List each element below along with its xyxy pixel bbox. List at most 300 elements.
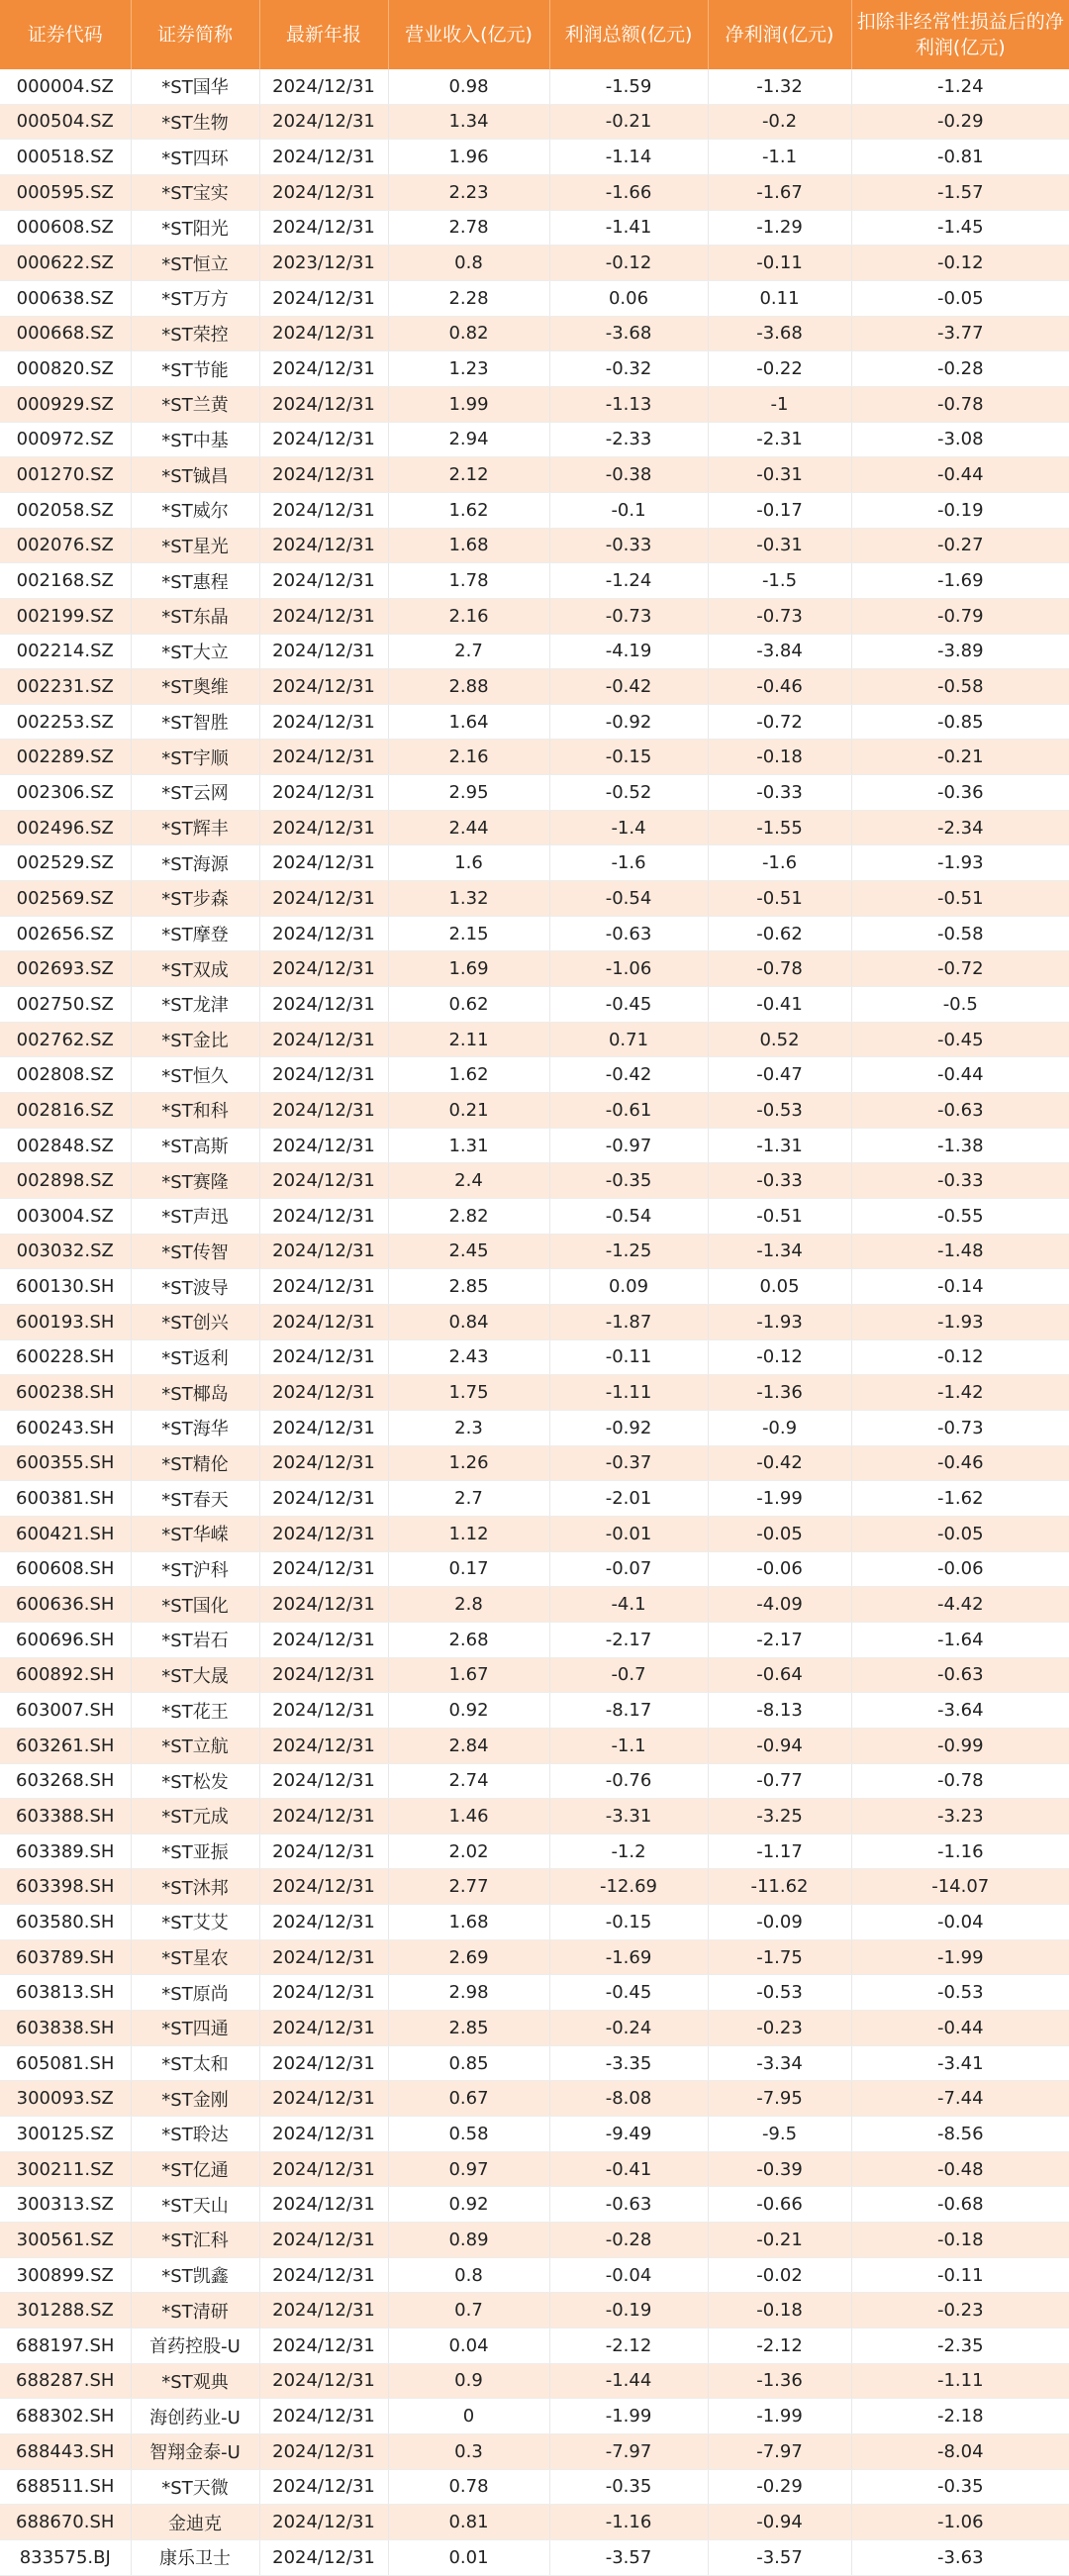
table-row: [0, 2328, 1069, 2364]
cell-deducted-net-profit: -0.04: [851, 1905, 1069, 1940]
cell-report-date: 2024/12/31: [259, 2257, 388, 2293]
cell-deducted-net-profit: -3.41: [851, 2045, 1069, 2081]
cell-name: *ST太和: [131, 2045, 259, 2081]
table-row: [0, 563, 1069, 599]
cell-revenue: 2.68: [388, 1622, 549, 1657]
cell-deducted-net-profit: -1.24: [851, 69, 1069, 104]
cell-total-profit: -2.33: [549, 422, 708, 457]
cell-revenue: 2.02: [388, 1833, 549, 1869]
cell-code: 000668.SZ: [0, 316, 131, 351]
cell-deducted-net-profit: -0.05: [851, 280, 1069, 316]
cell-report-date: 2024/12/31: [259, 457, 388, 493]
cell-code: 603388.SH: [0, 1799, 131, 1834]
cell-deducted-net-profit: -1.57: [851, 174, 1069, 210]
cell-total-profit: -1.24: [549, 563, 708, 599]
cell-net-profit: -1.5: [708, 563, 851, 599]
cell-revenue: 1.31: [388, 1128, 549, 1163]
cell-total-profit: 0.06: [549, 280, 708, 316]
cell-report-date: 2024/12/31: [259, 174, 388, 210]
cell-deducted-net-profit: -0.68: [851, 2187, 1069, 2223]
cell-revenue: 1.6: [388, 845, 549, 881]
cell-deducted-net-profit: -0.46: [851, 1445, 1069, 1481]
cell-net-profit: -0.66: [708, 2187, 851, 2223]
cell-revenue: 0.8: [388, 246, 549, 281]
cell-revenue: 2.44: [388, 810, 549, 845]
cell-name: 海创药业-U: [131, 2399, 259, 2434]
cell-report-date: 2024/12/31: [259, 2539, 388, 2575]
cell-name: *ST观典: [131, 2363, 259, 2399]
cell-report-date: 2024/12/31: [259, 1869, 388, 1905]
cell-total-profit: -0.33: [549, 528, 708, 563]
cell-report-date: 2024/12/31: [259, 492, 388, 528]
cell-report-date: 2023/12/31: [259, 246, 388, 281]
cell-code: 002496.SZ: [0, 810, 131, 845]
cell-total-profit: -4.1: [549, 1587, 708, 1623]
cell-total-profit: -12.69: [549, 1869, 708, 1905]
cell-deducted-net-profit: -3.64: [851, 1693, 1069, 1729]
cell-revenue: 2.95: [388, 775, 549, 811]
cell-code: 688197.SH: [0, 2328, 131, 2364]
table-row: [0, 1693, 1069, 1729]
cell-total-profit: -4.19: [549, 634, 708, 669]
cell-total-profit: -2.17: [549, 1622, 708, 1657]
cell-net-profit: -1.36: [708, 2363, 851, 2399]
cell-revenue: 1.96: [388, 140, 549, 175]
cell-revenue: 2.16: [388, 740, 549, 775]
cell-revenue: 2.16: [388, 598, 549, 634]
cell-report-date: 2024/12/31: [259, 1763, 388, 1799]
cell-name: *ST和科: [131, 1093, 259, 1129]
cell-revenue: 2.85: [388, 1269, 549, 1305]
cell-deducted-net-profit: -0.33: [851, 1163, 1069, 1199]
cell-revenue: 0.04: [388, 2328, 549, 2364]
cell-name: *ST恒立: [131, 246, 259, 281]
cell-name: *ST双成: [131, 951, 259, 987]
cell-total-profit: -0.54: [549, 1199, 708, 1235]
table-row: [0, 528, 1069, 563]
cell-report-date: 2024/12/31: [259, 2151, 388, 2187]
cell-name: *ST椰岛: [131, 1375, 259, 1411]
cell-deducted-net-profit: -0.14: [851, 1269, 1069, 1305]
cell-name: *ST凯鑫: [131, 2257, 259, 2293]
cell-total-profit: -0.92: [549, 704, 708, 740]
cell-revenue: 2.23: [388, 174, 549, 210]
cell-code: 002199.SZ: [0, 598, 131, 634]
cell-name: *ST波导: [131, 1269, 259, 1305]
cell-deducted-net-profit: -0.05: [851, 1516, 1069, 1551]
cell-name: *ST龙津: [131, 987, 259, 1023]
cell-net-profit: -0.64: [708, 1657, 851, 1693]
cell-report-date: 2024/12/31: [259, 1022, 388, 1057]
cell-net-profit: 0.11: [708, 280, 851, 316]
table-row: [0, 634, 1069, 669]
table-row: [0, 704, 1069, 740]
cell-total-profit: -0.12: [549, 246, 708, 281]
table-row: [0, 916, 1069, 951]
cell-deducted-net-profit: -0.81: [851, 140, 1069, 175]
table-row: [0, 1093, 1069, 1129]
cell-code: 001270.SZ: [0, 457, 131, 493]
cell-name: *ST四通: [131, 2011, 259, 2046]
cell-deducted-net-profit: -1.11: [851, 2363, 1069, 2399]
cell-name: 智翔金泰-U: [131, 2433, 259, 2469]
cell-code: 600696.SH: [0, 1622, 131, 1657]
cell-revenue: 1.67: [388, 1657, 549, 1693]
cell-report-date: 2024/12/31: [259, 422, 388, 457]
cell-revenue: 1.12: [388, 1516, 549, 1551]
cell-revenue: 2.88: [388, 669, 549, 705]
cell-net-profit: -0.9: [708, 1410, 851, 1445]
table-row: [0, 1128, 1069, 1163]
table-row: [0, 1728, 1069, 1763]
table-row: [0, 1199, 1069, 1235]
cell-revenue: 2.15: [388, 916, 549, 951]
cell-net-profit: -0.33: [708, 1163, 851, 1199]
cell-code: 600355.SH: [0, 1445, 131, 1481]
cell-deducted-net-profit: -1.64: [851, 1622, 1069, 1657]
cell-deducted-net-profit: -1.62: [851, 1481, 1069, 1517]
cell-code: 603838.SH: [0, 2011, 131, 2046]
table-row: [0, 246, 1069, 281]
cell-deducted-net-profit: -0.79: [851, 598, 1069, 634]
cell-total-profit: -0.11: [549, 1339, 708, 1375]
cell-report-date: 2024/12/31: [259, 669, 388, 705]
cell-name: *ST精伦: [131, 1445, 259, 1481]
cell-revenue: 0.62: [388, 987, 549, 1023]
cell-report-date: 2024/12/31: [259, 951, 388, 987]
cell-deducted-net-profit: -0.06: [851, 1551, 1069, 1587]
cell-deducted-net-profit: -0.78: [851, 1763, 1069, 1799]
cell-report-date: 2024/12/31: [259, 1339, 388, 1375]
cell-deducted-net-profit: -0.58: [851, 669, 1069, 705]
cell-code: 000608.SZ: [0, 210, 131, 246]
cell-net-profit: -11.62: [708, 1869, 851, 1905]
cell-code: 301288.SZ: [0, 2293, 131, 2328]
cell-revenue: 0.17: [388, 1551, 549, 1587]
cell-net-profit: -1.67: [708, 174, 851, 210]
cell-code: 688302.SH: [0, 2399, 131, 2434]
cell-revenue: 2.69: [388, 1939, 549, 1975]
cell-net-profit: -1.99: [708, 2399, 851, 2434]
cell-net-profit: -1.32: [708, 69, 851, 104]
cell-name: *ST辉丰: [131, 810, 259, 845]
cell-net-profit: -7.95: [708, 2081, 851, 2117]
cell-net-profit: -1.75: [708, 1939, 851, 1975]
table-row: [0, 598, 1069, 634]
cell-report-date: 2024/12/31: [259, 775, 388, 811]
cell-report-date: 2024/12/31: [259, 2505, 388, 2540]
cell-name: 康乐卫士: [131, 2539, 259, 2575]
cell-net-profit: -0.09: [708, 1905, 851, 1940]
cell-revenue: 0.8: [388, 2257, 549, 2293]
cell-report-date: 2024/12/31: [259, 210, 388, 246]
cell-code: 002253.SZ: [0, 704, 131, 740]
cell-deducted-net-profit: -0.18: [851, 2223, 1069, 2258]
cell-deducted-net-profit: -1.99: [851, 1939, 1069, 1975]
table-row: [0, 69, 1069, 104]
cell-report-date: 2024/12/31: [259, 2433, 388, 2469]
cell-report-date: 2024/12/31: [259, 881, 388, 917]
cell-total-profit: -0.07: [549, 1551, 708, 1587]
cell-deducted-net-profit: -0.53: [851, 1975, 1069, 2011]
cell-report-date: 2024/12/31: [259, 1905, 388, 1940]
table-row: [0, 2505, 1069, 2540]
cell-code: 002816.SZ: [0, 1093, 131, 1129]
cell-deducted-net-profit: -1.93: [851, 845, 1069, 881]
cell-total-profit: -0.28: [549, 2223, 708, 2258]
cell-revenue: 1.62: [388, 1057, 549, 1093]
cell-total-profit: -0.1: [549, 492, 708, 528]
cell-name: *ST亿通: [131, 2151, 259, 2187]
cell-net-profit: -0.33: [708, 775, 851, 811]
cell-total-profit: -0.24: [549, 2011, 708, 2046]
cell-code: 000518.SZ: [0, 140, 131, 175]
cell-code: 000622.SZ: [0, 246, 131, 281]
cell-deducted-net-profit: -3.23: [851, 1799, 1069, 1834]
cell-net-profit: -0.77: [708, 1763, 851, 1799]
cell-total-profit: -0.19: [549, 2293, 708, 2328]
cell-net-profit: -2.31: [708, 422, 851, 457]
cell-net-profit: -0.31: [708, 457, 851, 493]
cell-name: *ST元成: [131, 1799, 259, 1834]
cell-name: *ST星光: [131, 528, 259, 563]
cell-total-profit: -0.45: [549, 1975, 708, 2011]
table-row: [0, 1269, 1069, 1305]
cell-deducted-net-profit: -0.27: [851, 528, 1069, 563]
cell-total-profit: -0.35: [549, 2469, 708, 2505]
cell-revenue: 2.98: [388, 1975, 549, 2011]
cell-name: *ST中基: [131, 422, 259, 457]
cell-code: 600421.SH: [0, 1516, 131, 1551]
table-row: [0, 492, 1069, 528]
cell-report-date: 2024/12/31: [259, 1163, 388, 1199]
cell-code: 002808.SZ: [0, 1057, 131, 1093]
cell-net-profit: -0.18: [708, 2293, 851, 2328]
cell-code: 000929.SZ: [0, 386, 131, 422]
cell-deducted-net-profit: -0.78: [851, 386, 1069, 422]
cell-report-date: 2024/12/31: [259, 598, 388, 634]
cell-report-date: 2024/12/31: [259, 351, 388, 387]
cell-code: 003032.SZ: [0, 1234, 131, 1269]
cell-net-profit: -0.51: [708, 881, 851, 917]
cell-report-date: 2024/12/31: [259, 1234, 388, 1269]
cell-revenue: 0.98: [388, 69, 549, 104]
table-row: [0, 1905, 1069, 1940]
cell-net-profit: -0.02: [708, 2257, 851, 2293]
cell-code: 833575.BJ: [0, 2539, 131, 2575]
cell-code: 000595.SZ: [0, 174, 131, 210]
cell-revenue: 2.78: [388, 210, 549, 246]
table-row: [0, 1622, 1069, 1657]
table-row: [0, 2469, 1069, 2505]
table-row: [0, 1551, 1069, 1587]
cell-deducted-net-profit: -0.44: [851, 457, 1069, 493]
cell-report-date: 2024/12/31: [259, 810, 388, 845]
cell-net-profit: -1.34: [708, 1234, 851, 1269]
cell-total-profit: -3.35: [549, 2045, 708, 2081]
cell-deducted-net-profit: -2.18: [851, 2399, 1069, 2434]
cell-code: 688287.SH: [0, 2363, 131, 2399]
cell-code: 002076.SZ: [0, 528, 131, 563]
cell-deducted-net-profit: -0.63: [851, 1093, 1069, 1129]
cell-report-date: 2024/12/31: [259, 1269, 388, 1305]
cell-report-date: 2024/12/31: [259, 1304, 388, 1339]
cell-code: 000004.SZ: [0, 69, 131, 104]
cell-total-profit: -0.73: [549, 598, 708, 634]
cell-code: 002848.SZ: [0, 1128, 131, 1163]
cell-deducted-net-profit: -0.12: [851, 246, 1069, 281]
cell-name: *ST金比: [131, 1022, 259, 1057]
cell-code: 002693.SZ: [0, 951, 131, 987]
cell-report-date: 2024/12/31: [259, 1657, 388, 1693]
cell-deducted-net-profit: -14.07: [851, 1869, 1069, 1905]
cell-deducted-net-profit: -3.89: [851, 634, 1069, 669]
cell-name: *ST奥维: [131, 669, 259, 705]
cell-revenue: 2.28: [388, 280, 549, 316]
cell-report-date: 2024/12/31: [259, 987, 388, 1023]
cell-deducted-net-profit: -0.11: [851, 2257, 1069, 2293]
cell-total-profit: -0.42: [549, 669, 708, 705]
header-name: 证券简称: [131, 0, 259, 69]
cell-deducted-net-profit: -0.19: [851, 492, 1069, 528]
cell-code: 300125.SZ: [0, 2117, 131, 2152]
cell-net-profit: -1.17: [708, 1833, 851, 1869]
cell-code: 688511.SH: [0, 2469, 131, 2505]
table-row: [0, 1799, 1069, 1834]
cell-total-profit: -0.92: [549, 1410, 708, 1445]
cell-deducted-net-profit: -0.28: [851, 351, 1069, 387]
cell-name: *ST宝实: [131, 174, 259, 210]
cell-report-date: 2024/12/31: [259, 2011, 388, 2046]
table-row: [0, 987, 1069, 1023]
cell-net-profit: -0.72: [708, 704, 851, 740]
cell-revenue: 1.26: [388, 1445, 549, 1481]
cell-revenue: 0: [388, 2399, 549, 2434]
cell-deducted-net-profit: -4.42: [851, 1587, 1069, 1623]
cell-report-date: 2024/12/31: [259, 2117, 388, 2152]
cell-total-profit: -0.76: [549, 1763, 708, 1799]
cell-report-date: 2024/12/31: [259, 916, 388, 951]
cell-deducted-net-profit: -0.73: [851, 1410, 1069, 1445]
cell-deducted-net-profit: -0.36: [851, 775, 1069, 811]
cell-deducted-net-profit: -1.48: [851, 1234, 1069, 1269]
cell-revenue: 2.8: [388, 1587, 549, 1623]
cell-net-profit: -0.46: [708, 669, 851, 705]
cell-deducted-net-profit: -3.63: [851, 2539, 1069, 2575]
table-header: [0, 0, 1069, 69]
cell-total-profit: -0.32: [549, 351, 708, 387]
cell-name: *ST惠程: [131, 563, 259, 599]
cell-report-date: 2024/12/31: [259, 1622, 388, 1657]
cell-deducted-net-profit: -0.21: [851, 740, 1069, 775]
cell-deducted-net-profit: -0.51: [851, 881, 1069, 917]
cell-report-date: 2024/12/31: [259, 634, 388, 669]
cell-revenue: 1.68: [388, 528, 549, 563]
header-net-profit: 净利润(亿元): [708, 0, 851, 69]
cell-net-profit: -1.31: [708, 1128, 851, 1163]
table-row: [0, 280, 1069, 316]
cell-net-profit: -3.25: [708, 1799, 851, 1834]
table-row: [0, 1657, 1069, 1693]
cell-total-profit: -1.44: [549, 2363, 708, 2399]
cell-name: *ST四环: [131, 140, 259, 175]
cell-deducted-net-profit: -1.45: [851, 210, 1069, 246]
header-total-profit: 利润总额(亿元): [549, 0, 708, 69]
cell-net-profit: -0.18: [708, 740, 851, 775]
cell-revenue: 0.01: [388, 2539, 549, 2575]
table-row: [0, 1975, 1069, 2011]
cell-total-profit: -0.45: [549, 987, 708, 1023]
table-row: [0, 2117, 1069, 2152]
cell-name: *ST春天: [131, 1481, 259, 1517]
cell-code: 002898.SZ: [0, 1163, 131, 1199]
cell-total-profit: -2.12: [549, 2328, 708, 2364]
cell-name: *ST原尚: [131, 1975, 259, 2011]
cell-net-profit: -0.29: [708, 2469, 851, 2505]
cell-revenue: 2.82: [388, 1199, 549, 1235]
cell-report-date: 2024/12/31: [259, 1445, 388, 1481]
cell-total-profit: 0.09: [549, 1269, 708, 1305]
table-row: [0, 2045, 1069, 2081]
cell-net-profit: -0.78: [708, 951, 851, 987]
cell-revenue: 0.97: [388, 2151, 549, 2187]
cell-name: *ST阳光: [131, 210, 259, 246]
cell-total-profit: -0.15: [549, 740, 708, 775]
cell-net-profit: -1.1: [708, 140, 851, 175]
cell-revenue: 0.9: [388, 2363, 549, 2399]
cell-revenue: 1.78: [388, 563, 549, 599]
cell-total-profit: -1.6: [549, 845, 708, 881]
cell-report-date: 2024/12/31: [259, 1975, 388, 2011]
cell-code: 003004.SZ: [0, 1199, 131, 1235]
cell-revenue: 1.75: [388, 1375, 549, 1411]
cell-net-profit: 0.05: [708, 1269, 851, 1305]
cell-name: *ST恒久: [131, 1057, 259, 1093]
cell-total-profit: -7.97: [549, 2433, 708, 2469]
cell-net-profit: -0.12: [708, 1339, 851, 1375]
cell-deducted-net-profit: -0.45: [851, 1022, 1069, 1057]
cell-report-date: 2024/12/31: [259, 2045, 388, 2081]
cell-total-profit: -0.97: [549, 1128, 708, 1163]
cell-name: *ST聆达: [131, 2117, 259, 2152]
table-row: [0, 2187, 1069, 2223]
cell-report-date: 2024/12/31: [259, 1551, 388, 1587]
cell-name: *ST智胜: [131, 704, 259, 740]
cell-net-profit: -0.39: [708, 2151, 851, 2187]
header-report-date: 最新年报: [259, 0, 388, 69]
cell-report-date: 2024/12/31: [259, 1587, 388, 1623]
table-row: [0, 140, 1069, 175]
cell-report-date: 2024/12/31: [259, 1128, 388, 1163]
cell-code: 002569.SZ: [0, 881, 131, 917]
cell-report-date: 2024/12/31: [259, 845, 388, 881]
cell-report-date: 2024/12/31: [259, 2469, 388, 2505]
cell-deducted-net-profit: -0.23: [851, 2293, 1069, 2328]
table-row: [0, 1833, 1069, 1869]
cell-name: *ST清研: [131, 2293, 259, 2328]
cell-name: *ST生物: [131, 104, 259, 140]
table-row: [0, 845, 1069, 881]
cell-total-profit: -1.11: [549, 1375, 708, 1411]
cell-report-date: 2024/12/31: [259, 386, 388, 422]
cell-deducted-net-profit: -2.35: [851, 2328, 1069, 2364]
cell-total-profit: -1.25: [549, 1234, 708, 1269]
cell-deducted-net-profit: -1.69: [851, 563, 1069, 599]
cell-total-profit: -1.87: [549, 1304, 708, 1339]
cell-name: *ST松发: [131, 1763, 259, 1799]
table-row: [0, 2223, 1069, 2258]
cell-total-profit: -1.4: [549, 810, 708, 845]
